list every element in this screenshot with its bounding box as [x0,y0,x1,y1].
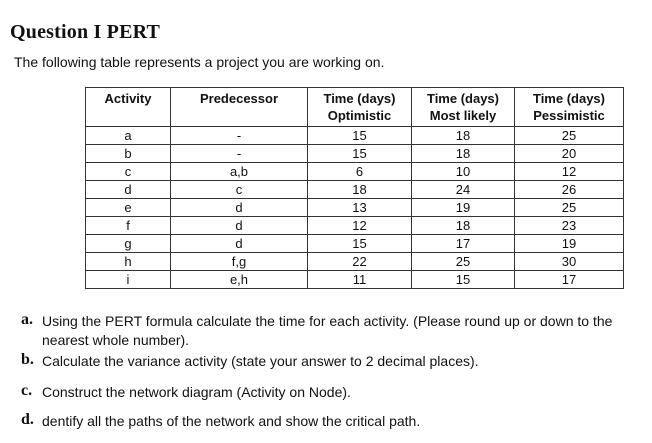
table-cell: 15 [412,271,515,289]
header-line: Pessimistic [533,108,605,123]
table-cell: d [171,217,308,235]
table-cell: 6 [308,163,412,181]
table-cell: 25 [412,253,515,271]
question-label: a. [21,311,33,328]
table-cell: 17 [412,235,515,253]
table-cell: 20 [515,145,624,163]
question-text: Construct the network diagram (Activity on Node). [42,384,351,400]
table-row [86,127,624,145]
table-cell: f [86,217,171,235]
table-header-row [86,88,624,127]
intro-text: The following table represents a project you are working on. [14,54,385,70]
table-cell: a [86,127,171,145]
table-cell: d [171,235,308,253]
header-line: Most likely [429,108,497,123]
table-cell: 18 [412,217,515,235]
header-line: Time (days) [532,91,605,106]
table-cell: 24 [412,181,515,199]
table-row [86,181,624,199]
header-line: Optimistic [327,108,392,123]
question-label: c. [21,382,33,399]
table-row [86,163,624,181]
table-cell: e [86,199,171,217]
table-cell: c [86,163,171,181]
table-row [86,253,624,271]
question-text: dentify all the paths of the network and show the critical path. [42,413,421,429]
table-cell: 23 [515,217,624,235]
table-row [86,217,624,235]
table-cell: 15 [308,235,412,253]
table-cell: 11 [308,271,412,289]
table-cell: 25 [515,199,624,217]
question-title: Question I PERT [10,21,161,43]
table-cell: 18 [412,145,515,163]
question-label: d. [21,411,34,428]
table-cell: d [171,199,308,217]
table-cell: 19 [412,199,515,217]
header-activity [86,88,171,127]
question-label: b. [21,351,34,368]
table-cell: 18 [412,127,515,145]
header-line: Activity [104,91,152,106]
table-row [86,235,624,253]
header-line: Predecessor [199,91,279,106]
table-cell: 12 [515,163,624,181]
table-cell: 19 [515,235,624,253]
table-cell: 15 [308,145,412,163]
table-cell: 30 [515,253,624,271]
table-cell: f,g [171,253,308,271]
table-cell: a,b [171,163,308,181]
table-cell: d [86,181,171,199]
table-row [86,271,624,289]
table-cell: 12 [308,217,412,235]
header-line: Time (days) [323,91,396,106]
header-pessimistic [515,88,624,127]
pert-table [85,87,624,289]
table-cell: h [86,253,171,271]
header-line: Time (days) [426,91,499,106]
header-most-likely [412,88,515,127]
table-cell: b [86,145,171,163]
table-cell: g [86,235,171,253]
question-text: Using the PERT formula calculate the time for each activity. (Please round up or down to the nearest whole number). [42,313,613,348]
question-text: Calculate the variance activity (state your answer to 2 decimal places). [42,353,479,369]
table-row [86,199,624,217]
table-cell: - [171,145,308,163]
table-cell: i [86,271,171,289]
table-cell: 26 [515,181,624,199]
table-cell: 15 [308,127,412,145]
table-cell: 18 [308,181,412,199]
table-cell: c [171,181,308,199]
table-cell: 22 [308,253,412,271]
table-row [86,145,624,163]
table-cell: 10 [412,163,515,181]
table-body [86,127,624,289]
table-cell: e,h [171,271,308,289]
table-cell: 25 [515,127,624,145]
table-cell: 17 [515,271,624,289]
table-cell: 13 [308,199,412,217]
table-cell: - [171,127,308,145]
header-optimistic [308,88,412,127]
header-predecessor [171,88,308,127]
